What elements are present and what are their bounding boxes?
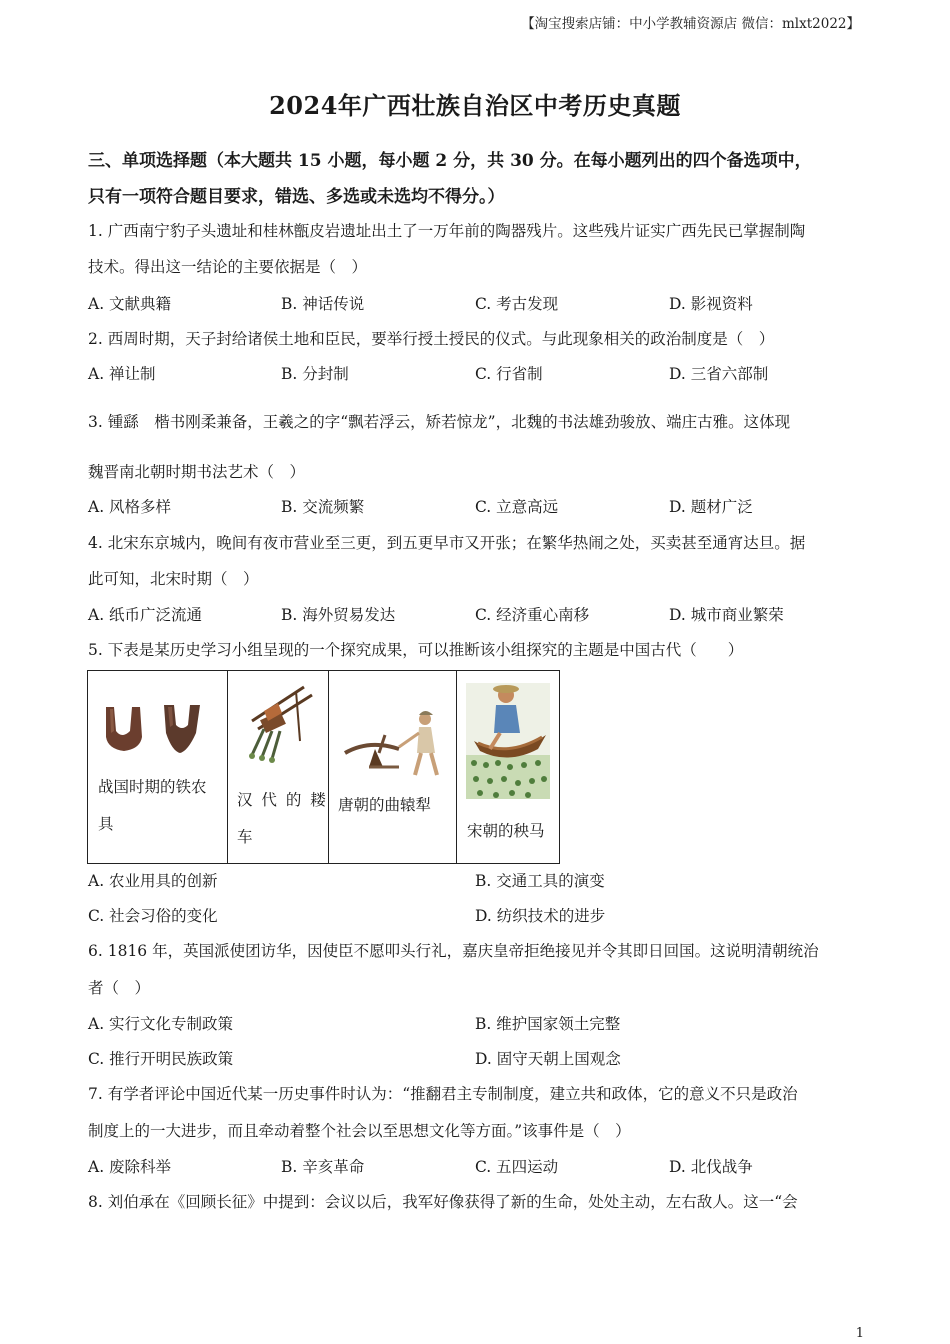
question-5-option-c[interactable]: C. 社会习俗的变化: [88, 907, 218, 925]
question-3-option-c[interactable]: C. 立意高远: [475, 498, 559, 516]
question-6-option-d[interactable]: D. 固守天朝上国观念: [475, 1050, 621, 1068]
question-4-line2: 此可知，北宋时期（ ）: [88, 570, 259, 588]
question-2-option-d[interactable]: D. 三省六部制: [669, 365, 769, 383]
question-2-option-a[interactable]: A. 禅让制: [88, 365, 156, 383]
question-7-option-d[interactable]: D. 北伐战争: [669, 1158, 753, 1176]
header-note: 【淘宝搜索店铺：中小学教辅资源店 微信：mlxt2022】: [521, 16, 860, 32]
tools-table-label-3: 唐朝的曲辕犁: [338, 796, 432, 814]
question-4-option-b[interactable]: B. 海外贸易发达: [281, 606, 396, 624]
question-3-line1: 3. 锺繇 楷书刚柔兼备，王羲之的字“飘若浮云，矫若惊龙”，北魏的书法雄劲骏放、端庄古雅。这体现: [88, 413, 791, 431]
question-5-option-b[interactable]: B. 交通工具的演变: [475, 872, 605, 890]
question-3-option-a[interactable]: A. 风格多样: [88, 498, 172, 516]
seed-drill-image: [234, 681, 324, 763]
question-5-option-a[interactable]: A. 农业用具的创新: [88, 872, 218, 890]
question-5-option-d[interactable]: D. 纺织技术的进步: [475, 907, 606, 925]
rice-seedling-horse-image: [466, 683, 550, 799]
curved-plough-image: [339, 709, 449, 779]
question-7-option-a[interactable]: A. 废除科举: [88, 1158, 172, 1176]
tools-table-label-1-line2: 具: [98, 815, 114, 833]
question-4-option-d[interactable]: D. 城市商业繁荣: [669, 606, 784, 624]
tools-table-label-4: 宋朝的秧马: [467, 822, 545, 840]
question-4-line1: 4. 北宋东京城内，晚间有夜市营业至三更，到五更早市又开张；在繁华热闹之处，买卖甚至通宵达旦。据: [88, 534, 806, 552]
tools-table: [87, 670, 560, 864]
question-2-line1: 2. 西周时期，天子封给诸侯土地和臣民，要举行授土授民的仪式。与此现象相关的政治制度是（ ）: [88, 330, 775, 348]
tools-table-cell-iron-tools: [88, 671, 228, 864]
question-6-option-b[interactable]: B. 维护国家领土完整: [475, 1015, 621, 1033]
question-3-line2: 魏晋南北朝时期书法艺术（ ）: [88, 463, 306, 481]
tools-table-cell-seed-drill: [228, 671, 329, 864]
tools-table-cell-curved-plough: [329, 671, 457, 864]
question-2-option-b[interactable]: B. 分封制: [281, 365, 349, 383]
question-6-option-c[interactable]: C. 推行开明民族政策: [88, 1050, 234, 1068]
question-8-line1: 8. 刘伯承在《回顾长征》中提到：会议以后，我军好像获得了新的生命，处处主动，左右敌人。这一“会: [88, 1193, 798, 1211]
question-1-option-d[interactable]: D. 影视资料: [669, 295, 753, 313]
tools-table-label-1-line1: 战国时期的铁农: [98, 778, 207, 796]
question-1-line2: 技术。得出这一结论的主要依据是（ ）: [88, 258, 368, 276]
question-4-option-c[interactable]: C. 经济重心南移: [475, 606, 590, 624]
question-3-option-b[interactable]: B. 交流频繁: [281, 498, 365, 516]
page-number: 1: [855, 1326, 864, 1341]
question-7-option-b[interactable]: B. 辛亥革命: [281, 1158, 365, 1176]
question-1-option-a[interactable]: A. 文献典籍: [88, 295, 172, 313]
question-1-line1: 1. 广西南宁豹子头遗址和桂林甑皮岩遗址出土了一万年前的陶器残片。这些残片证实广西先民已掌握制陶: [88, 222, 806, 240]
question-5-line1: 5. 下表是某历史学习小组呈现的一个探究成果，可以推断该小组探究的主题是中国古代（ ）: [88, 641, 744, 659]
question-7-option-c[interactable]: C. 五四运动: [475, 1158, 559, 1176]
tools-table-label-2-line1: 汉 代 的 耧: [237, 791, 328, 809]
question-7-line1: 7. 有学者评论中国近代某一历史事件时认为：“推翻君主专制制度，建立共和政体，它的意义不只是政治: [88, 1085, 798, 1103]
question-4-option-a[interactable]: A. 纸币广泛流通: [88, 606, 203, 624]
question-2-option-c[interactable]: C. 行省制: [475, 365, 543, 383]
question-1-option-c[interactable]: C. 考古发现: [475, 295, 559, 313]
question-6-line2: 者（ ）: [88, 979, 151, 997]
tools-table-cell-rice-seedling-horse: [457, 671, 560, 864]
section-heading-line1: 三、单项选择题（本大题共 15 小题，每小题 2 分，共 30 分。在每小题列出的四个备选项中，: [88, 151, 812, 171]
question-3-option-d[interactable]: D. 题材广泛: [669, 498, 753, 516]
question-6-option-a[interactable]: A. 实行文化专制政策: [88, 1015, 234, 1033]
section-heading-line2: 只有一项符合题目要求，错选、多选或未选均不得分。）: [88, 187, 505, 207]
iron-farm-tools-image: [100, 699, 220, 769]
page-title: 2024年广西壮族自治区中考历史真题: [269, 91, 681, 120]
question-6-line1: 6. 1816 年，英国派使团访华，因使臣不愿叩头行礼，嘉庆皇帝拒绝接见并令其即日回国。这说明清朝统治: [88, 942, 819, 960]
tools-table-label-2-line2: 车: [237, 828, 253, 846]
question-7-line2: 制度上的一大进步，而且牵动着整个社会以至思想文化等方面。”该事件是（ ）: [88, 1122, 631, 1140]
question-1-option-b[interactable]: B. 神话传说: [281, 295, 365, 313]
